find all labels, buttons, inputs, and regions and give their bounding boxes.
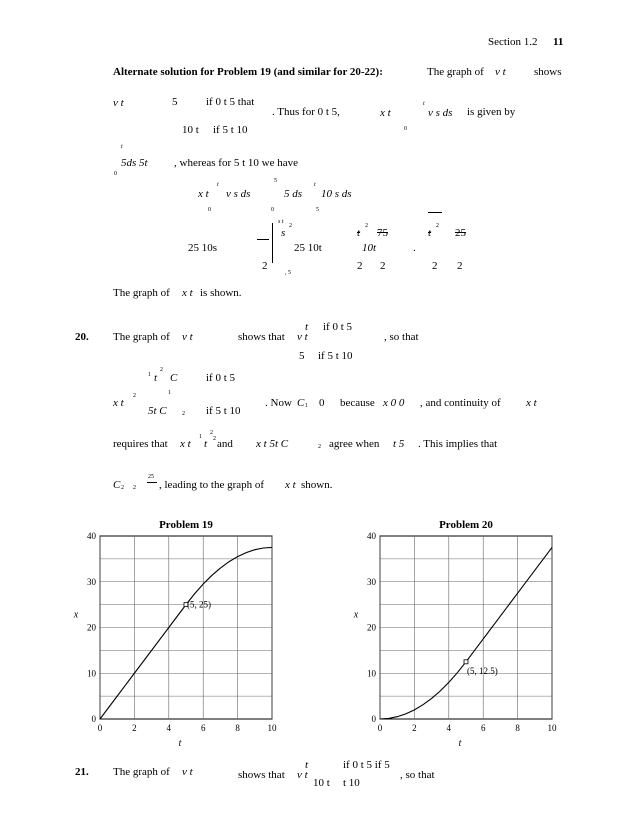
math-sup: 25 [148, 474, 154, 480]
series-line [100, 547, 272, 719]
math-xt: x t [380, 107, 391, 119]
section-label: Section 1.2 [488, 36, 538, 48]
math-sub: 0 [404, 126, 407, 132]
x-tick-label: 2 [412, 723, 417, 733]
math-sup: 2 [210, 430, 213, 436]
y-tick-label: 40 [87, 531, 96, 541]
y-tick-label: 20 [367, 622, 376, 633]
math: if 0 t 5 if 5 [343, 759, 390, 771]
math: 25 [455, 227, 466, 239]
text: . Now [265, 397, 292, 409]
math: s [281, 227, 286, 239]
y-tick-label: 0 [91, 714, 96, 724]
math-xt: x t [285, 479, 296, 491]
fraction-bar [147, 482, 157, 483]
math: if 5 t 10 [213, 124, 248, 136]
text: is shown. [200, 287, 242, 299]
math: 5 ds [284, 188, 303, 200]
math-sub: 0 [114, 171, 117, 177]
page-number: 11 [553, 36, 564, 48]
math-sup: 5 [274, 178, 277, 184]
text: is given by [467, 106, 516, 118]
math: 5ds 5t [121, 157, 148, 169]
math-sub: 2 [133, 485, 136, 491]
math-sup: 2 [436, 223, 439, 229]
problem-number: 20. [75, 331, 89, 343]
math: t 10 [343, 777, 360, 789]
math-sup: t [217, 182, 219, 188]
math: t [154, 372, 158, 384]
math: 2 [457, 260, 463, 272]
x-tick-label: 6 [480, 723, 486, 733]
math: 10 t [182, 124, 199, 136]
x-tick-label: 8 [235, 723, 240, 733]
math-sup: 2 [289, 223, 292, 229]
math: t [428, 227, 432, 239]
math: x t [198, 188, 209, 200]
math: if 0 t 5 [323, 321, 353, 333]
math-sub: , 5 [285, 270, 291, 276]
math-sub: 5 [316, 207, 319, 213]
y-tick-label: 0 [371, 714, 376, 724]
y-tick-label: 30 [87, 576, 96, 587]
math: 2 [357, 260, 363, 272]
math: 5 [172, 96, 178, 108]
math: x t 5t C [256, 438, 289, 450]
math: 2 [432, 260, 438, 272]
math: t [305, 759, 309, 771]
y-axis-label: x [73, 609, 79, 621]
math: C [297, 397, 305, 409]
chart-title: Problem 19 [159, 519, 213, 531]
math: if 5 t 10 [206, 405, 241, 417]
math: 25 10s [188, 242, 218, 254]
alt-solution-title: Alternate solution for Problem 19 (and similar for 20-22): [113, 66, 383, 78]
math-sup: t [314, 182, 316, 188]
math: 5t C [148, 405, 167, 417]
fraction-bar [257, 239, 269, 240]
x-tick-label: 4 [446, 723, 452, 733]
math: t [305, 321, 309, 333]
math-sub: 2 [133, 393, 136, 399]
math: 10 s ds [321, 188, 352, 200]
data-point-label: (5, 25) [187, 599, 211, 610]
math-xt: x t [180, 438, 191, 450]
math: 10 t [313, 777, 330, 789]
data-point-marker [464, 660, 468, 664]
math-sup: 1 [148, 372, 151, 378]
math-vt: v t [495, 66, 506, 78]
text: , leading to the graph of [159, 479, 265, 491]
math: 75 [377, 227, 388, 239]
text: . Thus for 0 t 5, [272, 106, 340, 118]
y-tick-label: 20 [87, 622, 96, 633]
y-tick-label: 40 [367, 531, 376, 541]
y-tick-label: 30 [367, 576, 376, 587]
math-vt: v t [297, 331, 308, 343]
text: shows [534, 66, 562, 78]
math: C [113, 479, 121, 491]
math: . [413, 242, 416, 254]
text: , and continuity of [420, 397, 501, 409]
x-axis-label: t [458, 738, 462, 749]
overline [428, 212, 442, 213]
text: requires that [113, 438, 168, 450]
math: 10t [362, 242, 377, 254]
math-sup: t [423, 101, 425, 107]
math: if 5 t 10 [318, 350, 353, 362]
y-axis-label: x [353, 609, 359, 621]
text: shows that [238, 331, 285, 343]
text: shows that [238, 769, 285, 781]
math: 2 [262, 260, 268, 272]
math-sup: 2 [160, 367, 163, 373]
math-sup: 2 [213, 436, 216, 442]
series-line [380, 547, 552, 719]
y-tick-label: 10 [87, 668, 96, 679]
x-tick-label: 6 [200, 723, 206, 733]
math-xt: x t [182, 287, 193, 299]
math-sub: 2 [121, 485, 124, 491]
problem-19-chart [60, 512, 280, 752]
text: agree when [329, 438, 380, 450]
chart-title: Problem 20 [439, 519, 493, 531]
x-tick-label: 0 [377, 723, 383, 733]
text: The graph of [427, 66, 484, 78]
math: t 5 [393, 438, 405, 450]
text: , so that [400, 769, 435, 781]
math-sup: 2 [365, 223, 368, 229]
x-tick-label: 10 [267, 723, 277, 733]
text: shown. [301, 479, 333, 491]
evaluation-bar [272, 223, 273, 263]
math: 5 [299, 350, 305, 362]
math-xt: x t [113, 397, 124, 409]
math-xt: x t [526, 397, 537, 409]
math: x 0 0 [383, 397, 405, 409]
x-tick-label: 2 [132, 723, 137, 733]
text: and [217, 438, 233, 450]
math-sup: 1 [168, 390, 171, 396]
text: The graph of [113, 331, 170, 343]
math-sup: 1 [199, 434, 202, 440]
math-sub: 1 [305, 403, 308, 409]
text: , whereas for 5 t 10 we have [174, 157, 299, 169]
text: The graph of [113, 287, 170, 299]
problem-20-chart [340, 512, 560, 752]
math-vt: v t [182, 331, 193, 343]
math-sup: t [121, 144, 123, 150]
text: , so that [384, 331, 419, 343]
math: if 0 t 5 that [206, 96, 255, 108]
text: . This implies that [418, 438, 498, 450]
x-tick-label: 4 [166, 723, 172, 733]
math: v s ds [226, 188, 251, 200]
math: C [170, 372, 178, 384]
math-sup: s t [278, 219, 284, 225]
text: The graph of [113, 766, 170, 778]
x-tick-label: 10 [547, 723, 557, 733]
x-tick-label: 8 [515, 723, 520, 733]
math-vt: v t [113, 97, 124, 109]
problem-number: 21. [75, 766, 89, 778]
math-sub: 2 [182, 411, 185, 417]
math: t [204, 438, 208, 450]
data-point-label: (5, 12.5) [467, 665, 498, 676]
x-axis-label: t [178, 738, 182, 749]
math: t [357, 227, 361, 239]
math-vt: v t [297, 769, 308, 781]
math: v s ds [428, 107, 453, 119]
math: 25 10t [294, 242, 322, 254]
text: because [340, 397, 375, 409]
math: 2 [380, 260, 386, 272]
y-tick-label: 10 [367, 668, 376, 679]
math: 0 [319, 397, 325, 409]
x-tick-label: 0 [97, 723, 103, 733]
math-vt: v t [182, 766, 193, 778]
math: if 0 t 5 [206, 372, 236, 384]
math-sub: 2 [318, 444, 321, 450]
math-sub: 0 [208, 207, 211, 213]
math-sub: 0 [271, 207, 274, 213]
